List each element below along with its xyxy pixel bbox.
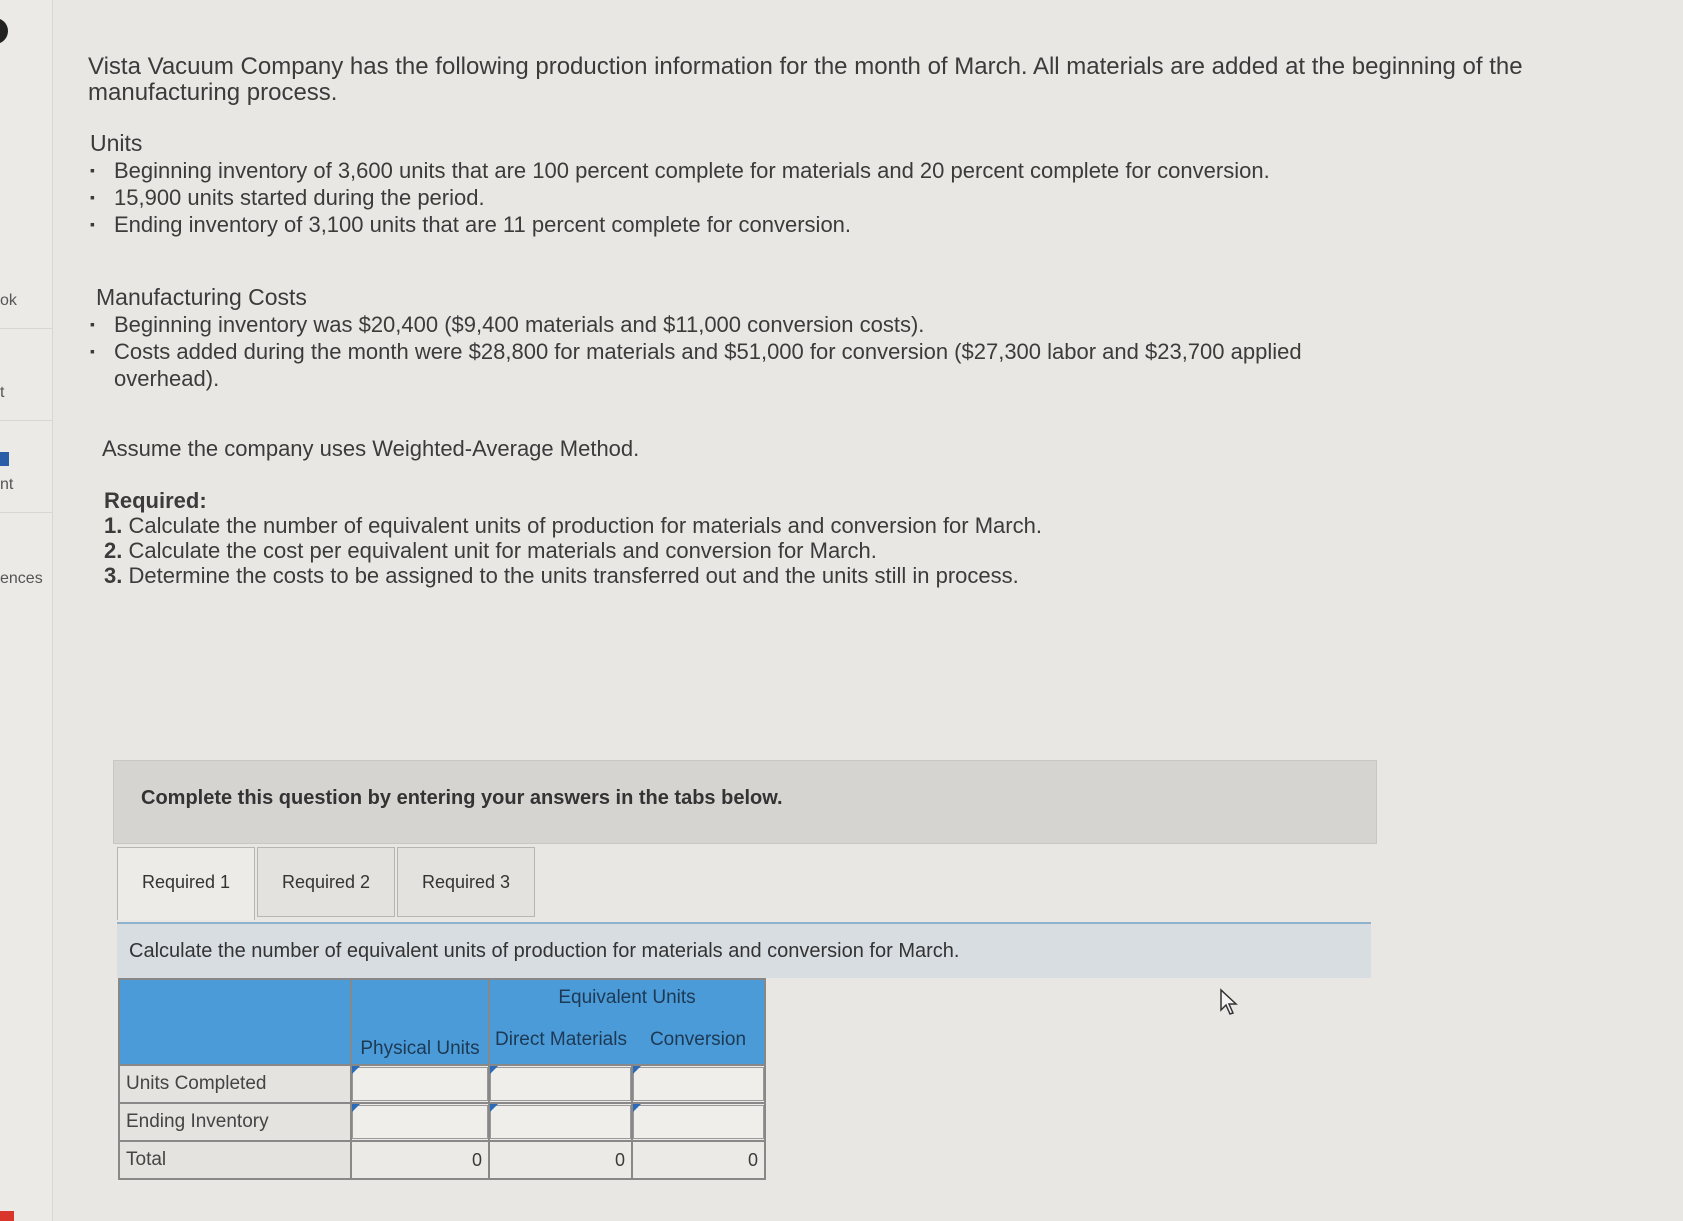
required-num: 2. <box>104 538 123 563</box>
sidebar-dot-icon <box>0 18 8 44</box>
sidebar-item-label: t <box>0 384 5 401</box>
tab-instruction <box>117 922 1371 978</box>
sidebar-item-2[interactable] <box>0 330 52 421</box>
mouse-pointer-icon <box>1218 988 1242 1016</box>
instruction-text: Calculate the number of equivalent units of production for materials and conversion for March. <box>129 940 960 962</box>
required-item: Determine the costs to be assigned to the units transferred out and the units still in process. <box>128 563 1019 588</box>
banner-text: Complete this question by entering your answers in the tabs below. <box>141 787 783 809</box>
ending-inventory-conversion-cell <box>632 1103 765 1141</box>
units-bullet: ▪ 15,900 units started during the period. <box>88 184 1528 211</box>
row-label-units-completed: Units Completed <box>119 1065 351 1103</box>
ending-inventory-materials-cell <box>489 1103 632 1141</box>
units-completed-materials-cell <box>489 1065 632 1103</box>
input-marker-icon <box>352 1104 360 1112</box>
costs-heading: Manufacturing Costs <box>96 284 307 310</box>
problem-intro: Vista Vacuum Company has the following production information for the month of March. All materials are added at the beginning of the manufacturing process. <box>88 53 1523 106</box>
tab-required-3[interactable]: Required 3 <box>397 847 535 917</box>
total-physical-value: 0 <box>351 1141 489 1179</box>
table-row <box>119 1065 765 1103</box>
sidebar-item-3[interactable] <box>0 422 52 513</box>
sidebar-item-label: ok <box>0 292 17 309</box>
equivalent-units-table <box>118 978 766 1180</box>
units-heading: Units <box>90 130 143 156</box>
ending-inventory-physical-input[interactable] <box>352 1105 488 1139</box>
table-row-total <box>119 1141 765 1179</box>
units-completed-materials-input[interactable] <box>490 1067 631 1101</box>
costs-list <box>88 311 1528 392</box>
ending-inventory-materials-input[interactable] <box>490 1105 631 1139</box>
tab-required-2[interactable]: Required 2 <box>257 847 395 917</box>
col-conversion: Conversion <box>632 1017 765 1065</box>
table-corner-header <box>119 979 351 1065</box>
ending-inventory-conversion-input[interactable] <box>633 1105 764 1139</box>
input-marker-icon <box>490 1066 498 1074</box>
required-item: Calculate the number of equivalent units of production for materials and conversion for March. <box>128 513 1042 538</box>
units-completed-conversion-cell <box>632 1065 765 1103</box>
units-bullet: ▪ Beginning inventory of 3,600 units that are 100 percent complete for materials and 20 percent complete for conversion. <box>88 157 1528 184</box>
sidebar-item-4[interactable] <box>0 516 52 606</box>
sidebar-red-marker <box>0 1211 14 1221</box>
tab-required-1[interactable]: Required 1 <box>117 847 255 920</box>
required-num: 3. <box>104 563 123 588</box>
costs-bullet: ▪ Costs added during the month were $28,800 for materials and $51,000 for conversion ($27,300 labor and $23,700 applied overhead). <box>88 338 1404 392</box>
required-label: Required: <box>104 488 207 513</box>
sidebar-item-1[interactable] <box>0 238 52 329</box>
units-list <box>88 157 1528 238</box>
col-group-equivalent-units: Equivalent Units <box>489 979 765 1017</box>
required-num: 1. <box>104 513 123 538</box>
table-row <box>119 1103 765 1141</box>
total-conversion-value: 0 <box>632 1141 765 1179</box>
required-item: Calculate the cost per equivalent unit for materials and conversion for March. <box>128 538 877 563</box>
input-marker-icon <box>633 1104 641 1112</box>
required-section <box>104 488 1528 588</box>
units-completed-physical-cell <box>351 1065 489 1103</box>
sidebar-item-label: ences <box>0 570 43 587</box>
total-materials-value: 0 <box>489 1141 632 1179</box>
row-label-total: Total <box>119 1141 351 1179</box>
units-completed-conversion-input[interactable] <box>633 1067 764 1101</box>
input-marker-icon <box>352 1066 360 1074</box>
col-physical-units: Physical Units <box>351 979 489 1065</box>
units-completed-physical-input[interactable] <box>352 1067 488 1101</box>
ending-inventory-physical-cell <box>351 1103 489 1141</box>
row-label-ending-inventory: Ending Inventory <box>119 1103 351 1141</box>
costs-bullet: ▪ Beginning inventory was $20,400 ($9,400 materials and $11,000 conversion costs). <box>88 311 1528 338</box>
left-sidebar <box>0 0 53 1221</box>
problem-content <box>88 54 1528 588</box>
instructions-banner <box>113 760 1377 844</box>
input-marker-icon <box>633 1066 641 1074</box>
col-direct-materials: Direct Materials <box>489 1017 632 1065</box>
units-bullet: ▪ Ending inventory of 3,100 units that are 11 percent complete for conversion. <box>88 211 1528 238</box>
sidebar-item-label: nt <box>0 476 14 493</box>
assumption-text: Assume the company uses Weighted-Average Method. <box>102 436 640 461</box>
input-marker-icon <box>490 1104 498 1112</box>
